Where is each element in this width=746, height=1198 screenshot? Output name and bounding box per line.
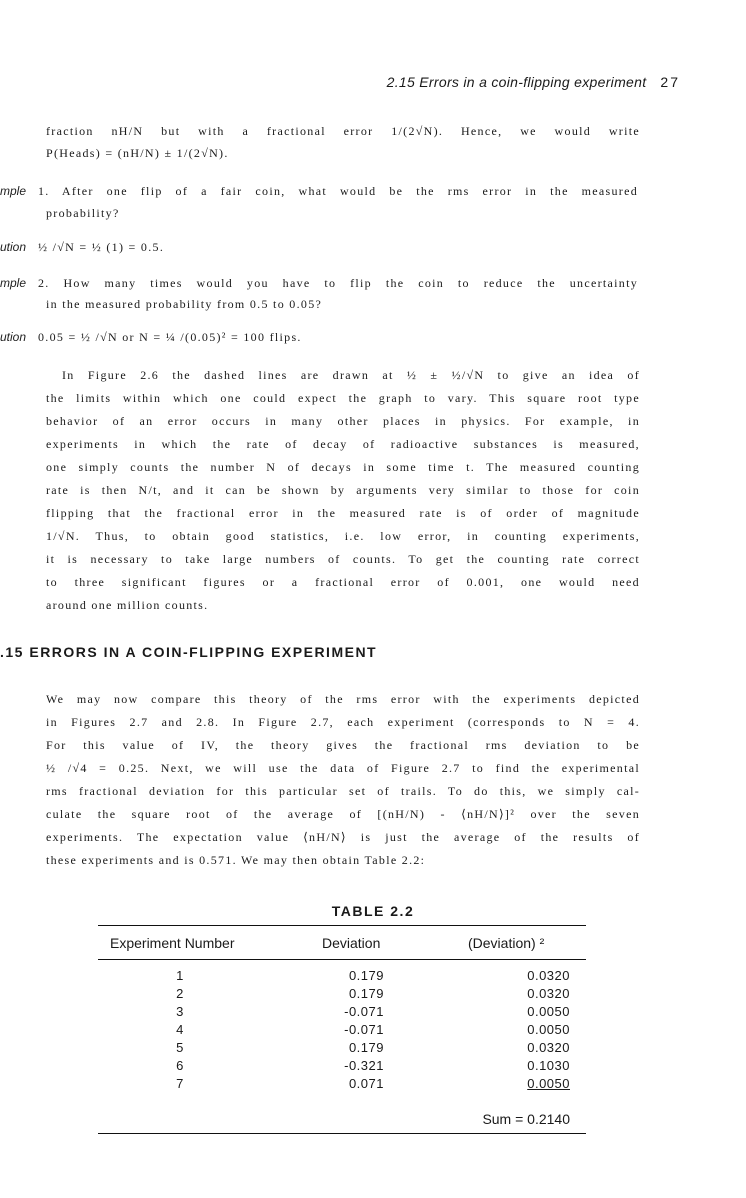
- header-deviation-squared: (Deviation) ²: [468, 935, 545, 951]
- cell-deviation: -0.321: [344, 1058, 384, 1073]
- header-experiment-number: Experiment Number: [110, 935, 235, 951]
- paragraph-2-line: rms fractional deviation for this particular set of trails. To do this, we simply cal-: [46, 784, 640, 798]
- paragraph-1-line: experiments in which the rate of decay of radioactive substances is measured,: [46, 437, 640, 451]
- paragraph-1-line: around one million counts.: [46, 598, 209, 612]
- paragraph-2-line: culate the square root of the average of [(nH/N) - ⟨nH/N⟩]² over the seven: [46, 807, 640, 821]
- paragraph-2-line: these experiments and is 0.571. We may then obtain Table 2.2:: [46, 853, 426, 867]
- header-deviation: Deviation: [322, 935, 381, 951]
- cell-deviation-squared: 0.0320: [527, 986, 570, 1001]
- paragraph-1-line: it is necessary to take large numbers of counts. To get the counting rate correct: [46, 552, 640, 566]
- cell-deviation: 0.179: [348, 968, 384, 983]
- paragraph-1-line: rate is then N/t, and it can be shown by arguments very similar to those for coin: [46, 483, 640, 497]
- cell-deviation-squared: 0.0050: [527, 1022, 570, 1037]
- table-title: TABLE 2.2: [331, 903, 415, 919]
- paragraph-2-line: ½ /√4 = 0.25. Next, we will use the data of Figure 2.7 to find the experimental: [46, 761, 640, 775]
- section-heading: .15 ERRORS IN A COIN-FLIPPING EXPERIMENT: [0, 644, 378, 660]
- cell-experiment: 1: [176, 968, 184, 983]
- paragraph-2-line: For this value of IV, the theory gives the fractional rms deviation to be: [46, 738, 640, 752]
- solution-2-label: ution: [0, 330, 27, 344]
- cell-deviation-squared: 0.0050: [527, 1076, 570, 1091]
- cell-deviation-squared: 0.0050: [527, 1004, 570, 1019]
- cell-experiment: 6: [176, 1058, 184, 1073]
- table-header-rule: [98, 959, 586, 960]
- paragraph-1-line: In Figure 2.6 the dashed lines are drawn at ½ ± ½/√N to give an idea of: [62, 368, 640, 382]
- paragraph-1-line: behavior of an error occurs in many other places in physics. For example, in: [46, 414, 640, 428]
- cell-experiment: 5: [176, 1040, 184, 1055]
- intro-line-1: fraction nH/N but with a fractional error 1/(2√N). Hence, we would write: [46, 124, 640, 138]
- example-2-line-1: 2. How many times would you have to flip the coin to reduce the uncertainty: [38, 276, 638, 290]
- paragraph-2-line: We may now compare this theory of the rms error with the experiments depicted: [46, 692, 640, 706]
- cell-experiment: 4: [176, 1022, 184, 1037]
- solution-1-text: ½ /√N = ½ (1) = 0.5.: [38, 240, 165, 254]
- cell-experiment: 3: [176, 1004, 184, 1019]
- paragraph-1-line: one simply counts the number N of decays in some time t. The measured counting: [46, 460, 640, 474]
- running-header: [340, 74, 680, 90]
- cell-deviation: -0.071: [344, 1004, 384, 1019]
- example-2-label: mple: [0, 276, 27, 290]
- paragraph-1-line: the limits within which one could expect the graph to vary. This square root type: [46, 391, 640, 405]
- table-sum: Sum = 0.2140: [482, 1111, 570, 1127]
- example-1-label: mple: [0, 184, 27, 198]
- paragraph-1-line: 1/√N. Thus, to obtain good statistics, i.e. low error, in counting experiments,: [46, 529, 640, 543]
- example-2-line-2: in the measured probability from 0.5 to 0.05?: [46, 297, 323, 311]
- table-top-rule: [98, 925, 586, 926]
- example-1-line-2: probability?: [46, 206, 120, 220]
- cell-deviation-squared: 0.0320: [527, 1040, 570, 1055]
- cell-deviation: 0.071: [348, 1076, 384, 1091]
- paragraph-1-line: flipping that the fractional error in the measured rate is of order of magnitude: [46, 506, 640, 520]
- paragraph-2-line: experiments. The expectation value ⟨nH/N⟩ is just the average of the results of: [46, 830, 640, 844]
- table-bottom-rule: [98, 1133, 586, 1134]
- paragraph-1-line: to three significant figures or a fractional error of 0.001, one would need: [46, 575, 640, 589]
- cell-deviation-squared: 0.1030: [527, 1058, 570, 1073]
- cell-deviation-squared: 0.0320: [527, 968, 570, 983]
- cell-deviation: 0.179: [348, 986, 384, 1001]
- page-number: 27: [660, 74, 680, 90]
- cell-experiment: 7: [176, 1076, 184, 1091]
- solution-1-label: ution: [0, 240, 27, 254]
- example-1-line-1: 1. After one flip of a fair coin, what would be the rms error in the measured: [38, 184, 638, 198]
- cell-experiment: 2: [176, 986, 184, 1001]
- solution-2-text: 0.05 = ½ /√N or N = ¼ /(0.05)² = 100 flips.: [38, 330, 302, 344]
- cell-deviation: -0.071: [344, 1022, 384, 1037]
- intro-line-2: P(Heads) = (nH/N) ± 1/(2√N).: [46, 146, 229, 160]
- cell-deviation: 0.179: [348, 1040, 384, 1055]
- paragraph-2-line: in Figures 2.7 and 2.8. In Figure 2.7, each experiment (corresponds to N = 4.: [46, 715, 640, 729]
- running-title: 2.15 Errors in a coin-flipping experiment: [386, 74, 647, 90]
